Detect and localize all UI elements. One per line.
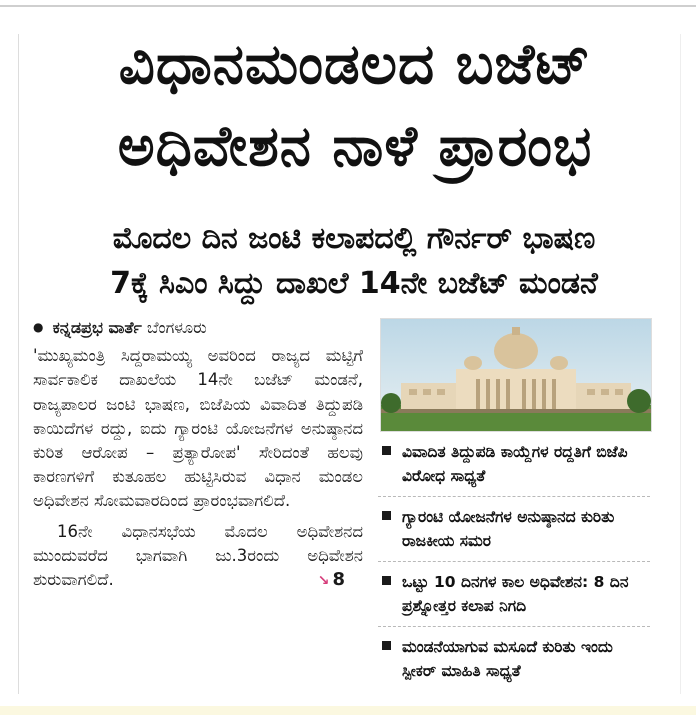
square-bullet-icon (382, 576, 391, 585)
highlight-item (378, 497, 650, 562)
highlight-text: ಒಟ್ಟು 10 ದಿನಗಳ ಕಾಲ ಅಧಿವೇಶನ: 8 ದಿನ ಪ್ರಶ್ನೋತ್ತರ ಕಲಾಪ ನಿಗದಿ (402, 573, 629, 615)
highlight-item (378, 562, 650, 627)
highlight-item (378, 432, 650, 497)
square-bullet-icon (382, 511, 391, 520)
article-body (33, 315, 363, 593)
subheadline-line-1: ಮೊದಲ ದಿನ ಜಂಟಿ ಕಲಾಪದಲ್ಲಿ ಗೌರ್ನರ್ ಭಾಷಣ (112, 221, 596, 256)
headline-line-1: ವಿಧಾನಮಂಡಲದ ಬಜೆಟ್ (118, 32, 592, 97)
square-bullet-icon (382, 641, 391, 650)
byline-source: ಕನ್ನಡಪ್ರಭ ವಾರ್ತೆ (52, 318, 142, 337)
byline (33, 315, 363, 340)
bottom-band (0, 706, 696, 715)
article-paragraph-2-text: 16ನೇ ವಿಧಾನಸಭೆಯ ಮೊದಲ ಅಧಿವೇಶನದ ಮುಂದುವರೆದ ಭಾಗವಾಗಿ ಜು.3ರಂದು ಅಧಿವೇಶನ ಶುರುವಾಗಲಿದೆ. (33, 521, 363, 590)
article-paragraph-1: 'ಮುಖ್ಯಮಂತ್ರಿ ಸಿದ್ದರಾಮಯ್ಯ ಅವರಿಂದ ರಾಜ್ಯದ ಮಟ್ಟಿಗೆ ಸಾರ್ವಕಾಲಿಕ ದಾಖಲೆಯ 14ನೇ ಬಜೆಟ್ ಮಂಡನೆ, ರಾಜ್ಯಪಾಲರ ಜಂಟಿ ಭಾಷಣ, ಬಿಜೆಪಿಯ ವಿವಾದಿತ ತಿದ್ದುಪಡಿ ಕಾಯಿದೆಗಳ ರದ್ದು, ಐದು ಗ್ಯಾರಂಟಿ ಯೋಜನೆಗಳ ಅನುಷ್ಠಾನದ ಕುರಿತ ಆರೋಪ – ಪ್ರತ್ಯಾರೋಪ' ಸೇರಿದಂತೆ ಹಲವು ಕಾರಣಗಳಿಗೆ ಕುತೂಹಲ ಹುಟ್ಟಿಸಿರುವ ವಿಧಾನ ಮಂಡಲ ಅಧಿವೇಶನ ಸೋಮವಾರದಿಂದ ಪ್ರಾರಂಭವಾಗಲಿದೆ. (33, 346, 363, 511)
left-column-rule (18, 34, 19, 694)
byline-bullet-icon: ● (33, 320, 44, 334)
vidhana-soudha-photo (380, 318, 652, 432)
jump-arrow-icon: ↘ (317, 573, 330, 590)
highlight-item (378, 627, 650, 691)
top-rule (0, 5, 696, 7)
headline-line-2: ಅಧಿವೇಶನ ನಾಳೆ ಪ್ರಾರಂಭ (117, 114, 593, 179)
jump-page-number: 8 (332, 569, 345, 591)
subheadline-line-2: 7ಕ್ಕೆ ಸಿಎಂ ಸಿದ್ದು ದಾಖಲೆ 14ನೇ ಬಜೆಟ್ ಮಂಡನೆ (110, 266, 598, 301)
continued-on-page[interactable] (294, 568, 345, 593)
highlights-box (378, 432, 650, 691)
article-paragraph-2 (33, 520, 363, 593)
highlight-text: ಮಂಡನೆಯಾಗುವ ಮಸೂದೆ ಕುರಿತು ಇಂದು ಸ್ಪೀಕರ್ ಮಾಹಿತಿ ಸಾಧ್ಯತೆ (402, 638, 613, 680)
highlight-text: ಗ್ಯಾರಂಟಿ ಯೋಜನೆಗಳ ಅನುಷ್ಠಾನದ ಕುರಿತು ರಾಜಕೀಯ ಸಮರ (402, 508, 615, 550)
byline-place: ಬೆಂಗಳೂರು (146, 318, 207, 337)
right-column-rule (680, 34, 681, 694)
highlight-text: ವಿವಾದಿತ ತಿದ್ದುಪಡಿ ಕಾಯ್ದೆಗಳ ರದ್ದತಿಗೆ ಬಿಜೆಪಿ ವಿರೋಧ ಸಾಧ್ಯತೆ (402, 443, 628, 485)
square-bullet-icon (382, 446, 391, 455)
